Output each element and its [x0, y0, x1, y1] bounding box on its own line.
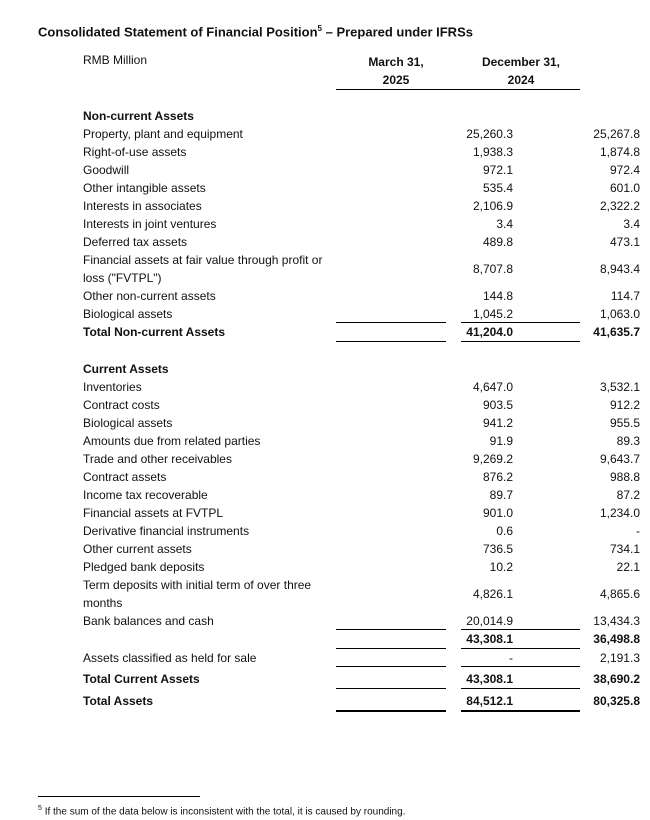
value-march-2025: 10.2 [489, 560, 513, 574]
section-heading-current [83, 360, 580, 378]
row-label: Income tax recoverable [83, 488, 208, 502]
value-march-2025: 3.4 [496, 217, 513, 231]
value-december-2024: 4,865.6 [599, 587, 640, 601]
value-december-2024: 2,322.2 [599, 199, 640, 213]
row-label: Pledged bank deposits [83, 560, 205, 574]
value-march-2025: 43,308.1 [466, 672, 513, 686]
double-rule [336, 710, 446, 712]
row-label: Other current assets [83, 542, 192, 556]
value-december-2024: 734.1 [609, 542, 640, 556]
value-march-2025: 903.5 [482, 398, 513, 412]
table-row [83, 197, 640, 215]
value-march-2025: 89.7 [489, 488, 513, 502]
total-line [461, 688, 580, 689]
value-march-2025: 91.9 [489, 434, 513, 448]
total-line [336, 341, 446, 342]
value-december-2024: 22.1 [616, 560, 640, 574]
value-march-2025: 25,260.3 [466, 127, 513, 141]
table-row [83, 251, 640, 287]
value-december-2024: - [636, 524, 640, 538]
table-row [83, 450, 640, 468]
value-december-2024: 87.2 [616, 488, 640, 502]
value-march-2025: 535.4 [482, 181, 513, 195]
total-row-non-current [83, 323, 640, 341]
total-assets-row [83, 692, 640, 710]
row-label: Total Current Assets [83, 672, 200, 686]
value-march-2025: 901.0 [482, 506, 513, 520]
row-label: Biological assets [83, 416, 173, 430]
value-december-2024: 912.2 [609, 398, 640, 412]
table-row [83, 233, 640, 251]
value-march-2025: 972.1 [482, 163, 513, 177]
value-march-2025: 20,014.9 [466, 614, 513, 628]
row-label: Assets classified as held for sale [83, 651, 257, 665]
value-march-2025: 41,204.0 [466, 325, 513, 339]
value-december-2024: 80,325.8 [593, 694, 640, 708]
value-december-2024: 2,191.3 [599, 651, 640, 665]
table-row [83, 540, 640, 558]
row-label: Trade and other receivables [83, 452, 232, 466]
row-label: Property, plant and equipment [83, 127, 243, 141]
table-row [83, 468, 640, 486]
value-december-2024: 9,643.7 [599, 452, 640, 466]
total-line [336, 666, 446, 667]
table-row [83, 612, 640, 630]
row-label: Bank balances and cash [83, 614, 214, 628]
value-march-2025: 1,938.3 [472, 145, 513, 159]
value-december-2024: 38,690.2 [593, 672, 640, 686]
total-line [461, 341, 580, 342]
total-line [461, 666, 580, 667]
value-december-2024: 601.0 [609, 181, 640, 195]
value-march-2025: 144.8 [482, 289, 513, 303]
value-december-2024: 1,874.8 [599, 145, 640, 159]
row-label: Right-of-use assets [83, 145, 187, 159]
section-heading-text: Current Assets [83, 362, 169, 376]
value-march-2025: 84,512.1 [466, 694, 513, 708]
value-march-2025: - [509, 651, 513, 665]
value-march-2025: 4,647.0 [472, 380, 513, 394]
row-label-continued: loss ("FVTPL") [83, 271, 162, 285]
table-row [83, 414, 640, 432]
row-label: Amounts due from related parties [83, 434, 261, 448]
value-december-2024: 41,635.7 [593, 325, 640, 339]
row-label: Term deposits with initial term of over three [83, 578, 312, 592]
footnote: $^5$ If the sum of the data below is inconsistent with the total, it is caused by rounding. [38, 805, 406, 818]
table-row [83, 432, 640, 450]
value-december-2024: 89.3 [616, 434, 640, 448]
row-label: Contract costs [83, 398, 160, 412]
value-march-2025: 9,269.2 [472, 452, 513, 466]
total-line [336, 688, 446, 689]
table-row [83, 558, 640, 576]
table-row [83, 161, 640, 179]
subtotal-row-current [83, 630, 640, 648]
section-heading-text: Non-current Assets [83, 109, 194, 123]
row-label: Contract assets [83, 470, 167, 484]
held-for-sale-row [83, 649, 640, 667]
table-row [83, 486, 640, 504]
row-label: Total Non-current Assets [83, 325, 226, 339]
value-december-2024: 114.7 [610, 289, 640, 303]
value-march-2025: 2,106.9 [472, 199, 513, 213]
total-row-current [83, 670, 640, 688]
row-label: Inventories [83, 380, 142, 394]
value-march-2025: 1,045.2 [472, 307, 513, 321]
footnote-divider [38, 796, 200, 797]
value-december-2024: 972.4 [609, 163, 640, 177]
unit-label: RMB Million [83, 53, 148, 67]
table-row [83, 522, 640, 540]
table-row [83, 576, 640, 612]
value-march-2025: 941.2 [482, 416, 513, 430]
table-row [83, 378, 640, 396]
value-march-2025: 43,308.1 [466, 632, 513, 646]
value-march-2025: 0.6 [496, 524, 513, 538]
row-label: Interests in associates [83, 199, 202, 213]
value-december-2024: 3.4 [623, 217, 640, 231]
value-december-2024: 1,063.0 [599, 307, 640, 321]
table-row [83, 305, 640, 323]
row-label: Goodwill [83, 163, 130, 177]
row-label: Deferred tax assets [83, 235, 188, 249]
row-label: Interests in joint ventures [83, 217, 217, 231]
column-header-march-2025: March 31, 2025 [368, 55, 424, 87]
value-march-2025: 876.2 [482, 470, 513, 484]
table-row [83, 287, 640, 305]
row-label: Financial assets at FVTPL [83, 506, 224, 520]
row-label: Other intangible assets [83, 181, 206, 195]
value-march-2025: 736.5 [482, 542, 513, 556]
value-december-2024: 473.1 [609, 235, 640, 249]
row-label: Total Assets [83, 694, 154, 708]
double-rule [461, 710, 580, 712]
value-december-2024: 955.5 [609, 416, 640, 430]
table-row [83, 125, 640, 143]
header-divider [336, 89, 580, 90]
value-december-2024: 1,234.0 [599, 506, 640, 520]
row-label: Derivative financial instruments [83, 524, 250, 538]
row-label: Financial assets at fair value through profit or [83, 253, 323, 267]
row-label: Other non-current assets [83, 289, 216, 303]
table-row [83, 504, 640, 522]
table-row [83, 143, 640, 161]
section-heading-non-current [83, 107, 580, 125]
value-march-2025: 8,707.8 [472, 262, 513, 276]
value-december-2024: 988.8 [609, 470, 640, 484]
value-december-2024: 8,943.4 [599, 262, 640, 276]
value-march-2025: 489.8 [482, 235, 513, 249]
value-december-2024: 3,532.1 [599, 380, 640, 394]
value-december-2024: 13,434.3 [593, 614, 640, 628]
table-row [83, 215, 640, 233]
table-row [83, 179, 640, 197]
value-december-2024: 36,498.8 [593, 632, 640, 646]
table-row [83, 396, 640, 414]
value-december-2024: 25,267.8 [593, 127, 640, 141]
row-label-continued: months [83, 596, 123, 610]
column-header-december-2024: December 31, 2024 [481, 55, 561, 87]
value-march-2025: 4,826.1 [472, 587, 513, 601]
statement-title: Consolidated Statement of Financial Position$^5$ – Prepared under IFRSs [38, 24, 473, 40]
row-label: Biological assets [83, 307, 173, 321]
